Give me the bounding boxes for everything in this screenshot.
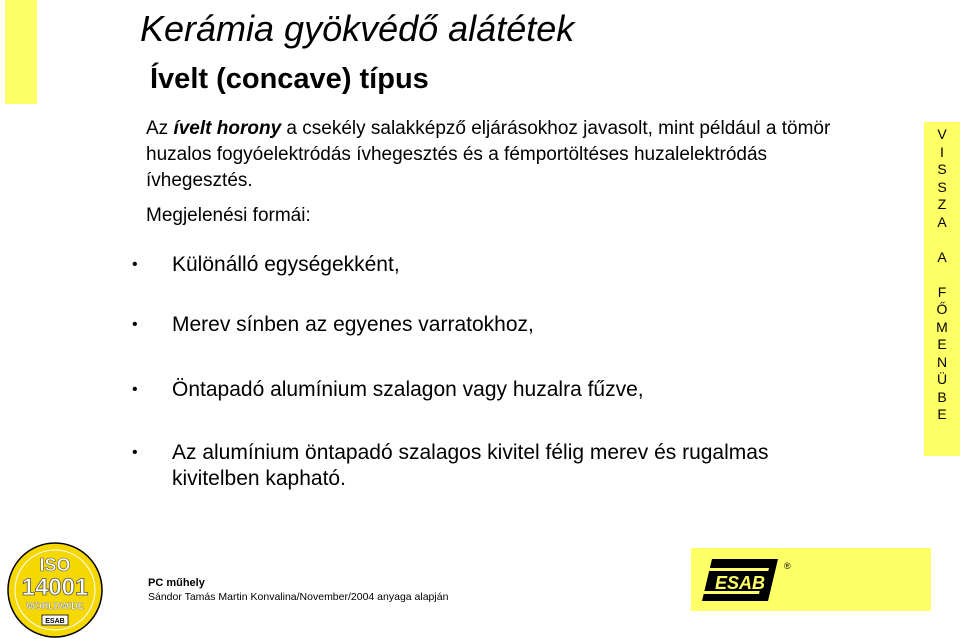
forms-label: Megjelenési formái: bbox=[146, 205, 311, 226]
accent-bar bbox=[5, 0, 37, 104]
side-letter: B bbox=[937, 388, 947, 405]
bullet-dot: • bbox=[132, 316, 138, 333]
bullet-text: Merev sínben az egyenes varratokhoz, bbox=[172, 313, 534, 336]
intro-prefix: Az bbox=[146, 118, 174, 139]
side-letter: S bbox=[937, 161, 947, 177]
esab-logo-stripe bbox=[706, 568, 769, 571]
bullet-dot: • bbox=[132, 444, 138, 461]
side-letter: I bbox=[940, 143, 944, 160]
side-letter: V bbox=[937, 126, 947, 142]
side-letter: Ő bbox=[936, 301, 948, 317]
bullet-dot: • bbox=[132, 381, 138, 398]
iso-logo-line2: 14001 bbox=[21, 574, 89, 601]
intro-paragraph bbox=[146, 116, 836, 194]
slide-subtitle: Ívelt (concave) típus bbox=[150, 63, 429, 95]
bullet-dot: • bbox=[132, 256, 138, 273]
iso-logo-badge: ESAB bbox=[45, 618, 65, 625]
footer-company: PC műhely bbox=[148, 577, 205, 589]
side-letter: E bbox=[937, 336, 947, 352]
side-vertical-text bbox=[924, 122, 960, 456]
side-letter: Z bbox=[937, 196, 947, 212]
iso-logo-line1: ISO bbox=[39, 555, 71, 575]
esab-logo-text: ESAB bbox=[714, 573, 766, 593]
side-letter: E bbox=[937, 406, 947, 422]
slide-title: Kerámia gyökvédő alátétek bbox=[140, 8, 575, 49]
side-letter bbox=[924, 231, 960, 249]
intro-rest: a csekély salakképző eljárásokhoz javasolt, mint például a tömör huzalos fogyóelektródás ívhegesztés és a fémportöltéses huzalelektródás ívhegesztés. bbox=[146, 118, 831, 191]
esab-logo-registered: ® bbox=[784, 561, 791, 571]
side-letter bbox=[924, 266, 960, 284]
side-letter: A bbox=[937, 213, 947, 230]
bullet-text: Különálló egységekként, bbox=[172, 253, 400, 276]
footer-credit: Sándor Tamás Martin Konvalina/November/2004 anyaga alapján bbox=[148, 591, 449, 603]
side-letter: F bbox=[937, 283, 947, 300]
esab-logo bbox=[698, 555, 798, 605]
side-letter: N bbox=[936, 353, 948, 370]
iso-logo-line3: WORLDWIDE bbox=[26, 601, 84, 611]
intro-highlight: ívelt horony bbox=[173, 118, 282, 139]
side-letter: S bbox=[937, 178, 947, 195]
bullet-text: Öntapadó alumínium szalagon vagy huzalra fűzve, bbox=[172, 378, 644, 401]
iso-14001-logo bbox=[6, 541, 104, 639]
side-letter: M bbox=[936, 318, 948, 335]
bullet-text: Az alumínium öntapadó szalagos kivitel félig merev és rugalmas kivitelben kapható. bbox=[172, 441, 769, 490]
side-letter: A bbox=[937, 248, 947, 265]
side-letter: Ü bbox=[936, 371, 948, 387]
